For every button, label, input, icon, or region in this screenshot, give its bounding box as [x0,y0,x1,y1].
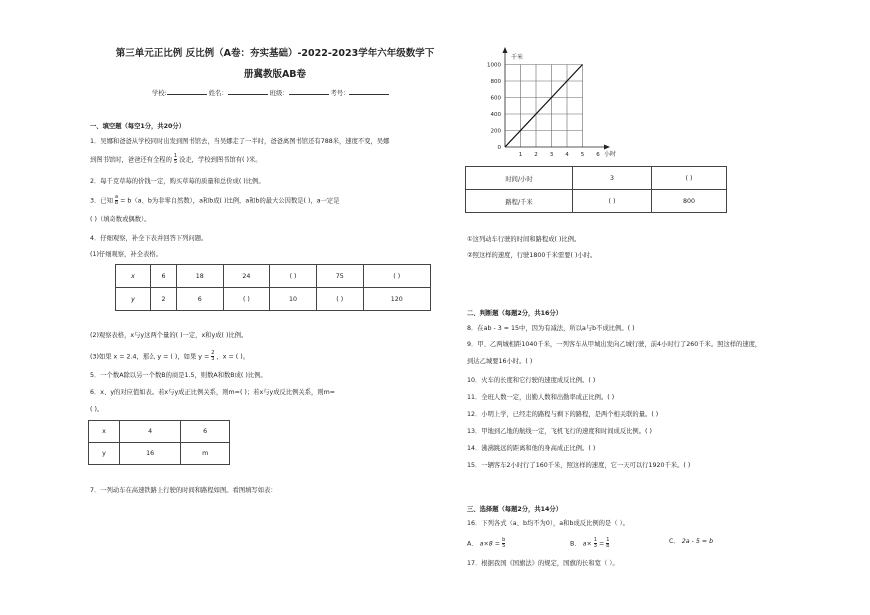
y-tick-label: 0 [497,145,501,151]
x-axis-arrow [604,145,610,150]
class-label: 班级： [269,90,289,97]
x-tick-label: 6 [596,152,600,158]
page-title-line1: 第三单元正比例 反比例（A卷：夯实基础）-2022-2023学年六年级数学下 [115,48,435,59]
table-row [466,190,727,213]
y-tick-label: 1000 [487,62,501,69]
x-tick-label: 1 [518,152,523,158]
exam-number-label: 考号： [330,90,350,97]
table-cell[interactable]: ( ) [573,190,652,213]
question-8: 8．在ab - 3 = 15中，因为有减法，所以a与b不成比例。( ) [467,325,635,332]
table-cell: 18 [176,265,223,288]
table-row [466,167,727,190]
question-15: 15．一辆客车2小时行了160千米，照这样的速度，它一天可以行1920千米。( ) [467,462,691,469]
fraction: $\frac{b}{5}$ [502,537,506,549]
table-cell: 6 [151,265,177,288]
question-4-part1: (1)仔细观察，补全表格。 [90,251,162,258]
question-9-line2: 到达乙城要16小时。( ) [467,358,533,365]
fraction: $\frac{a}{8}$ [114,194,119,206]
table-cell: 75 [316,265,363,288]
name-field[interactable] [228,88,268,95]
table-cell: m [181,443,230,465]
name-label: 姓名： [208,90,228,97]
page-title [85,47,465,81]
fraction: $\frac{1}{b}$ [606,537,610,549]
table-cell: 路程/千米 [466,190,573,213]
table-cell: 120 [363,288,430,311]
table-cell: x [89,421,120,443]
table-cell: 10 [270,288,317,311]
table-cell: 4 [120,421,181,443]
x-tick-label: 4 [565,152,569,158]
question-3-line1: 3．已知 $\frac{a}{8}$ = b（a、b为非零自然数），a和b成( )比例，a和b的最大公因数是( )，a一定是 [90,194,340,206]
table-cell[interactable]: ( ) [316,288,363,311]
y-tick-label: 400 [490,112,501,118]
y-tick-label: 200 [490,128,501,135]
question-4-part3: (3)如果 x = 2.4，那么 y = ( )，如果 y = $\frac{2}{3}$ ，x = ( )。 [90,350,250,362]
question-17: 17．根据我国《国旗法》的规定，国旗的长和宽（ ）。 [467,560,619,567]
student-info-line [152,88,389,98]
question-13: 13．甲地到乙地的航线一定，飞机飞行的速度和时间成反比例。( ) [467,428,652,435]
table-cell: 16 [120,443,181,465]
table-cell: 24 [223,265,270,288]
table-cell: y [89,443,120,465]
school-field[interactable] [167,88,207,95]
question-9-line1: 9．甲、乙两城相距1040千米，一列客车从甲城出发向乙城行驶，前4小时行了260千米。照这样的速度， [467,341,762,348]
option-c[interactable]: C． 2a - 5 = b [669,538,714,545]
question-10: 10．火车的长度和它行驶的速度成反比例。( ) [467,377,596,384]
table-cell[interactable]: ( ) [223,288,270,311]
table-cell[interactable]: ( ) [270,265,317,288]
question-1-line1: 1．吴娜和爸爸从学校同时出发到图书馆去，当吴娜走了一半时，爸爸离图书馆还有788米，速度不变，吴娜 [90,138,390,145]
fraction: $\frac{1}{5}$ [173,153,178,165]
table-cell[interactable]: ( ) [363,265,430,288]
table-row [89,421,230,443]
table-xy-2 [88,420,230,465]
section1-heading: 一、填空题（每空1分，共20分） [90,123,186,130]
question-5: 5．一个数A除以另一个数B的商是1.5，则数A和数B成( )比例。 [90,372,267,379]
question-7: 7．一列动车在高速铁路上行驶的时间和路程如图。看图填写如表： [90,487,277,494]
table-row [116,265,431,288]
fraction: $\frac{1}{3}$ [593,537,597,549]
section3-heading: 三、选择题（每题2分，共14分） [467,506,563,513]
class-field[interactable] [289,88,329,95]
page-title-line2: 册冀教版AB卷 [243,69,307,80]
table-cell[interactable]: ( ) [652,167,727,190]
question-2: 2．每千克草莓的价钱一定，购买草莓的质量和总价成( )比例。 [90,178,265,185]
fraction: $\frac{2}{3}$ [211,350,215,362]
option-b[interactable]: B． a× $\frac{1}{3}$ = $\frac{1}{b}$ [570,537,610,549]
question-7-part2: ②照这样的速度，行驶1800千米需要( )小时。 [467,252,597,259]
table-cell: 6 [176,288,223,311]
table-cell: x [116,265,151,288]
option-a[interactable]: A． a×8 = $\frac{b}{5}$ [467,537,506,549]
question-4: 4．仔细观察，补全下表并回答下列问题。 [90,235,208,242]
table-cell: 800 [652,190,727,213]
question-6-line2: ( )。 [90,406,104,413]
table-cell: y [116,288,151,311]
question-12: 12．小明上学，已经走的路程与剩下的路程，是两个相关联的量。( ) [467,411,659,418]
table-cell: 时间/小时 [466,167,573,190]
table-row [116,288,431,311]
question-16: 16．下列各式（a、b均不为0），a和b成反比例的是（ ）。 [467,520,629,527]
table-row [89,443,230,465]
question-1-line2: 到图书馆时，爸爸还有全程的 $\frac{1}{5}$ 没走，学校到图书馆有( )米。 [90,153,262,165]
y-tick-label: 800 [490,79,501,85]
question-6-line1: 6．x、y的对应值如表。若x与y成正比例关系，则m=( )；若x与y成反比例关系，则m= [90,389,336,396]
x-tick-label: 3 [549,152,554,158]
table-xy-1 [115,264,431,311]
table-time-distance [465,166,727,213]
y-axis-label: 千米 [511,54,524,61]
table-cell: 3 [573,167,652,190]
x-tick-label: 5 [580,152,585,158]
y-axis-arrow [503,47,508,53]
table-cell: 6 [181,421,230,443]
question-7-part1: ①这列动车行驶的时间和路程成( )比例。 [467,236,581,243]
x-axis-label: 小时 [604,151,617,158]
school-label: 学校: [152,90,167,97]
question-14: 14．沸沸跳远的距离和他的身高成正比例。( ) [467,445,596,452]
question-11: 11．全班人数一定，出勤人数和出勤率成正比例。( ) [467,394,615,401]
question-4-part2: (2)观察表格，x与y这两个量的( )一定，x和y成( )比例。 [90,332,248,339]
question-3-line2: ( )（填奇数或偶数）。 [90,216,151,223]
exam-number-field[interactable] [349,88,389,95]
table-cell: 2 [151,288,177,311]
series-line [505,65,583,148]
distance-time-chart [465,45,625,165]
section2-heading: 二、判断题（每题2分，共16分） [467,310,563,317]
x-tick-label: 2 [534,152,538,158]
y-tick-label: 600 [490,95,501,102]
